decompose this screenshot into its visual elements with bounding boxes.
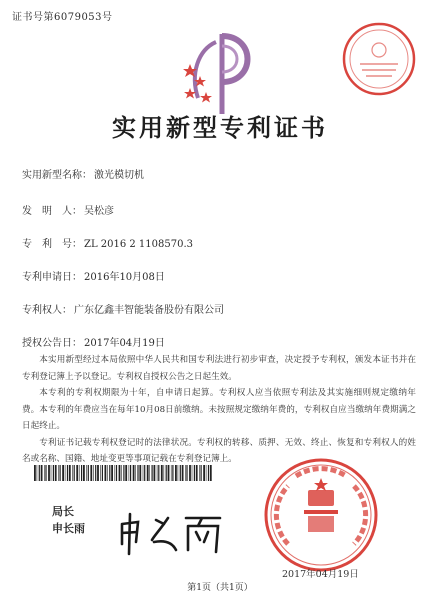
field-value: 2016年10月08日 xyxy=(84,272,165,283)
agency-stamp-icon xyxy=(340,20,418,98)
seal-date: 2017年04月19日 xyxy=(282,569,359,580)
official-seal-icon xyxy=(262,456,380,574)
field-label: 专 利 号： xyxy=(22,239,82,250)
handwritten-signature xyxy=(116,510,226,556)
field-filing-date xyxy=(22,268,165,283)
certificate-number: 证书号第6079053号 xyxy=(12,12,113,23)
field-value: 广东亿鑫丰智能装备股份有限公司 xyxy=(74,305,224,316)
body-paragraph: 专利证书记载专利权登记时的法律状况。专利权的转移、质押、无效、终止、恢复和专利权人的姓名或名称、国籍、地址变更等事项记载在专利登记簿上。 xyxy=(22,437,416,464)
field-inventor xyxy=(22,202,114,217)
body-paragraph: 本实用新型经过本局依照中华人民共和国专利法进行初步审查，决定授予专利权，颁发本证书并在专利登记簿上予以登记。专利权自授权公告之日起生效。 xyxy=(22,355,416,382)
field-label: 实用新型名称： xyxy=(22,170,92,181)
barcode-icon xyxy=(34,465,214,481)
certificate-title: 实用新型专利证书 xyxy=(112,113,328,142)
field-value: 激光模切机 xyxy=(94,170,144,181)
field-value: 吴松彦 xyxy=(84,206,114,217)
field-patentee xyxy=(22,301,224,316)
field-label: 授权公告日： xyxy=(22,338,82,349)
field-grant-date xyxy=(22,334,165,349)
body-paragraph: 本专利的专利权期限为十年，自申请日起算。专利权人应当依照专利法及其实施细则规定缴纳年费。本专利的年费应当在每年10月08日前缴纳。未按照规定缴纳年费的，专利权自应当缴纳年费期满之日起终止。 xyxy=(22,388,416,431)
field-value: 2017年04月19日 xyxy=(84,338,165,349)
field-label: 专利权人： xyxy=(22,305,72,316)
director-name: 申长雨 xyxy=(52,522,85,535)
certificate-body xyxy=(22,352,416,468)
field-label: 专利申请日： xyxy=(22,272,82,283)
patent-office-logo-icon xyxy=(178,28,260,120)
director-title: 局长 xyxy=(52,505,74,518)
page-number: 第1页（共1页） xyxy=(187,583,253,593)
field-patent-number xyxy=(22,235,193,250)
field-utility-name xyxy=(22,166,144,181)
field-value: ZL 2016 2 1108570.3 xyxy=(84,239,194,250)
field-label: 发 明 人： xyxy=(22,206,82,217)
